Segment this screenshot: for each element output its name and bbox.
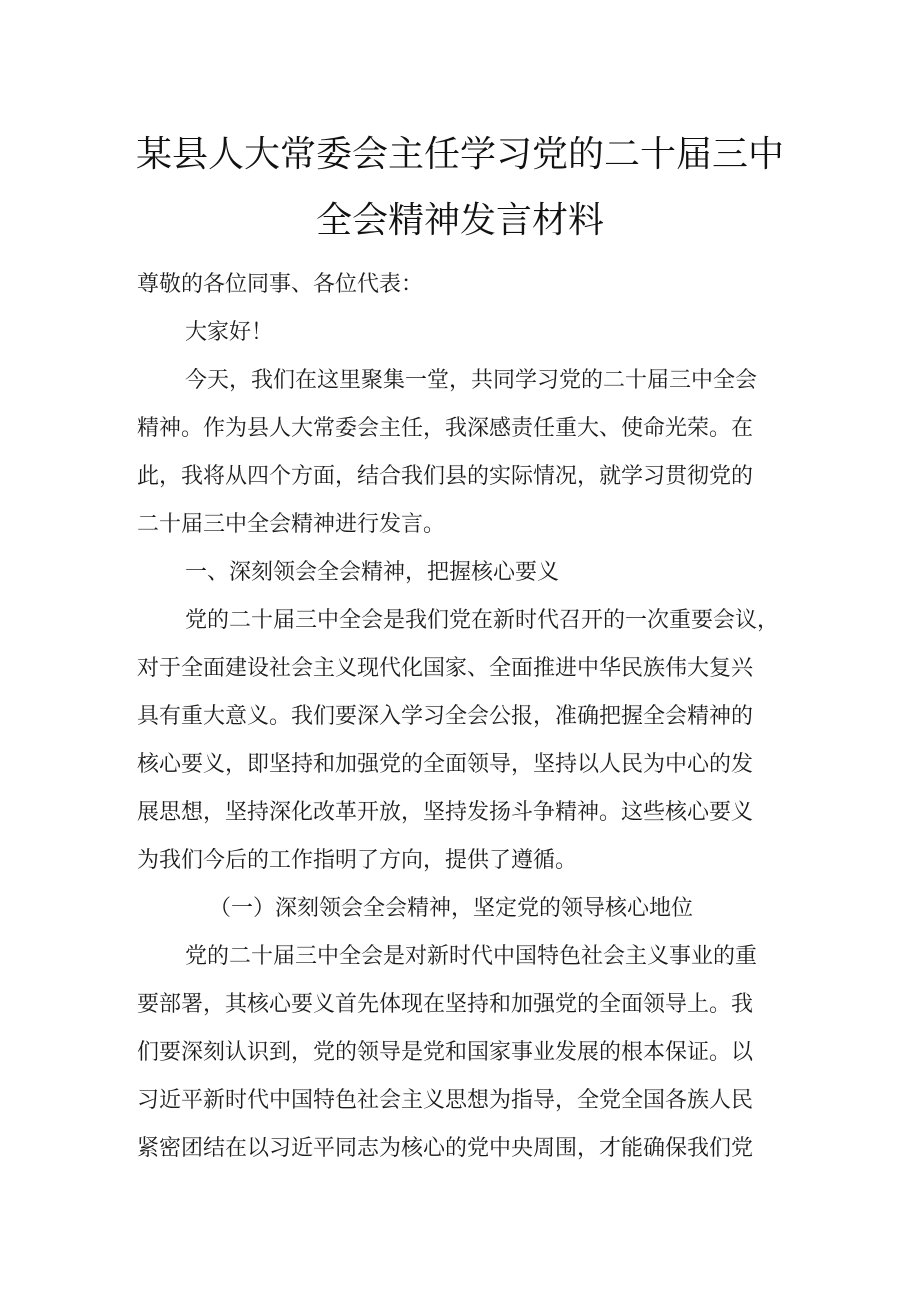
subsection-1-line: 党的二十届三中全会是对新时代中国特色社会主义事业的重	[185, 944, 758, 969]
section-1-line: 对于全面建设社会主义现代化国家、全面推进中华民族伟大复兴	[137, 656, 754, 681]
subsection-1-line: 要部署，其核心要义首先体现在坚持和加强党的全面领导上。我	[137, 992, 754, 1017]
subsection-1-line: 紧密团结在以习近平同志为核心的党中央周围，才能确保我们党	[137, 1136, 754, 1161]
section-1-line: 核心要义，即坚持和加强党的全面领导，坚持以人民为中心的发	[137, 752, 754, 777]
salutation: 尊敬的各位同事、各位代表：	[137, 272, 424, 297]
intro-line: 此，我将从四个方面，结合我们县的实际情况，就学习贯彻党的	[137, 464, 754, 489]
section-1-heading: 一、深刻领会全会精神，把握核心要义	[185, 560, 560, 585]
intro-line: 二十届三中全会精神进行发言。	[137, 512, 446, 537]
subsection-1-line: 们要深刻认识到，党的领导是党和国家事业发展的根本保证。以	[137, 1040, 754, 1065]
intro-line: 今天，我们在这里聚集一堂，共同学习党的二十届三中全会	[185, 368, 758, 393]
document-title-line-2: 全会精神发言材料	[315, 200, 604, 241]
document-body	[137, 261, 797, 1173]
document-title-line-1: 某县人大常委会主任学习党的二十届三中	[135, 134, 784, 175]
section-1-line: 展思想，坚持深化改革开放，坚持发扬斗争精神。这些核心要义	[137, 800, 754, 825]
greeting: 大家好！	[185, 320, 274, 345]
intro-line: 精神。作为县人大常委会主任，我深感责任重大、使命光荣。在	[137, 416, 754, 441]
section-1-line: 具有重大意义。我们要深入学习全会公报，准确把握全会精神的	[137, 704, 754, 729]
subsection-1-heading: （一）深刻领会全会精神，坚定党的领导核心地位	[209, 896, 694, 921]
section-1-line: 为我们今后的工作指明了方向，提供了遵循。	[137, 848, 578, 873]
section-1-line: 党的二十届三中全会是我们党在新时代召开的一次重要会议，	[185, 608, 780, 633]
subsection-1-line: 习近平新时代中国特色社会主义思想为指导，全党全国各族人民	[137, 1088, 754, 1113]
